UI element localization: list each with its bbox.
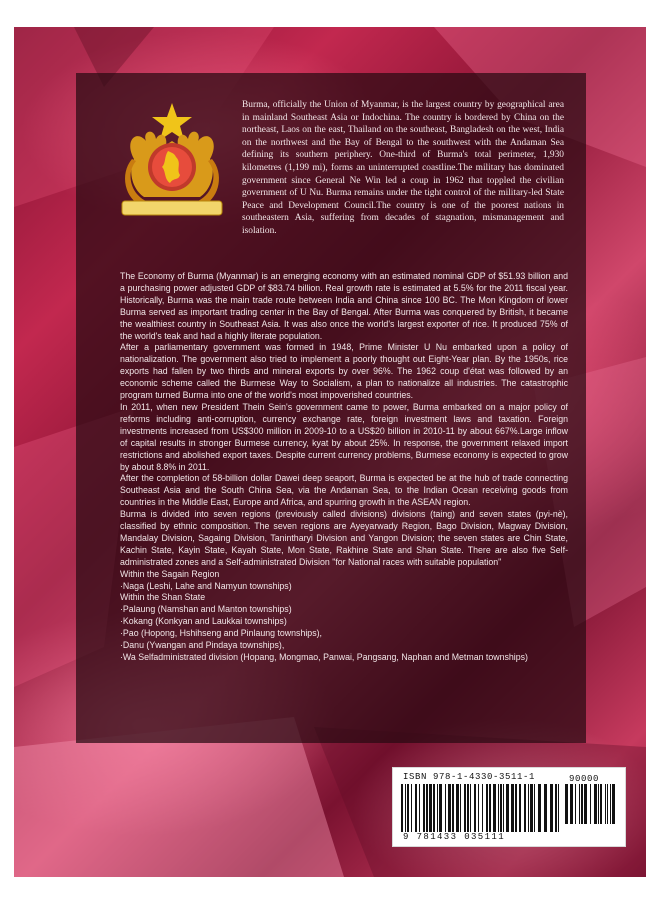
- ean-barcode-bars: [401, 784, 561, 832]
- isbn-barcode: [392, 767, 626, 847]
- list-heading-shan: Within the Shan State: [120, 592, 206, 603]
- paragraph-divisions: Burma is divided into seven regions (previously called divisions) divisions (taing) and seven states (pyi-nè), classified by ethnic composition. The seven regions are Ayeyarwady Region, Bago Division, Magway Division, Mandalay Division, Sagaing Division, Tanintharyi Division and Yangon Division; the seven states are Chin State, Kachin State, Kayin State, Kayah State, Mon State, Rakhine State and Shan State. There are also five Self-administrated zones and a Self-administrated Division "for National races with suitable population": [120, 509, 568, 567]
- list-item-palaung: ·Palaung (Namshan and Manton townships): [120, 604, 292, 615]
- list-item-pao: ·Pao (Hopong, Hshihseng and Pinlaung townships),: [120, 628, 322, 639]
- price-addon-label: 90000: [569, 774, 600, 784]
- list-heading-sagain: Within the Sagain Region: [120, 568, 220, 579]
- paragraph-reforms: In 2011, when new President Thein Sein's government came to power, Burma embarked on a major policy of reforms including anti-corruption, currency exchange rate, foreign investment laws and taxation. Foreign investments increased from US$300 million in 2009-10 to a US$20 billion in 2010-11 by about 667%.Large inflow of capital results in stronger Burmese currency, kyat by about 25%. In response, the government relaxed import restrictions and abolished export taxes. Despite current currency problems, Burmese economy is expected to grow by about 8.8% in 2011.: [120, 401, 568, 472]
- paragraph-nationalization: After a parliamentary government was formed in 1948, Prime Minister U Nu embarked upon a policy of nationalization. The government also tried to implement a poorly thought out Eight-Year plan. By the 1950s, rice exports had fallen by two thirds and mineral exports by over 96%. The 1962 coup d'état was followed by an economic scheme called the Burmese Way to Socialism, a plan to nationalize all industries. The catastrophic program turned Burma into one of the world's most impoverished countries.: [120, 342, 568, 401]
- main-text: [120, 271, 568, 664]
- list-item-danu: ·Danu (Ywangan and Pindaya townships),: [120, 640, 285, 651]
- paragraph-economy: The Economy of Burma (Myanmar) is an emerging economy with an estimated nominal GDP of $51.93 billion and a purchasing power adjusted GDP of $83.74 billion. Real growth rate is estimated at 5.5% for the 2011 fiscal year. Historically, Burma was the main trade route between India and China since 100 BC. The Mon Kingdom of lower Burma served as important trading center in the Bay of Bengal. After Burma was conquered by British, it became the wealthiest country in Southeast Asia. It was also once the world's largest exporter of rice. It produced 75% of the world's teak and had a highly literate population.: [120, 271, 568, 341]
- list-item-naga: ·Naga (Leshi, Lahe and Namyun townships): [120, 580, 292, 591]
- intro-paragraph: Burma, officially the Union of Myanmar, is the largest country by geographical area in mainland Southeast Asia or Indochina. The country is bordered by China on the northeast, Laos on the east, Thailand on the southeast, Bangladesh on the west, India on the northwest and the Bay of Bengal to the southwest with the Andaman Sea defining its southern periphery. One-third of Burma's total perimeter, 1,930 kilometres (1,199 mi), forms an uninterrupted coastline.The military has dominated government since General Ne Win led a coup in 1962 that toppled the civilian government of U Nu. Burma remains under the tight control of the military-led State Peace and Development Council.The country is one of the poorest nations in southeastern Asia, suffering from decades of stagnation, mismanagement and isolation.: [242, 100, 564, 236]
- list-item-kokang: ·Kokang (Konkyan and Laukkai townships): [120, 616, 287, 627]
- myanmar-state-seal-icon: [116, 101, 228, 229]
- book-back-cover: [14, 27, 646, 877]
- barcode-digits: 9 781433 035111: [403, 832, 506, 842]
- isbn-label: ISBN 978-1-4330-3511-1: [403, 772, 536, 782]
- list-item-wa: ·Wa Selfadministrated division (Hopang, Mongmao, Panwai, Pangsang, Naphan and Metman townships): [120, 652, 528, 662]
- paragraph-seaport: After the completion of 58-billion dollar Dawei deep seaport, Burma is expected be at the hub of trade connecting Southeast Asia and the South China Sea, via the Andaman Sea, to the Indian Ocean receiving goods from countries in the Middle East, Europe and Africa, and spurring growth in the ASEAN region.: [120, 473, 568, 508]
- state-seal-emblem: [116, 101, 228, 229]
- addon-barcode-bars: [565, 784, 615, 832]
- text-panel: [76, 73, 586, 743]
